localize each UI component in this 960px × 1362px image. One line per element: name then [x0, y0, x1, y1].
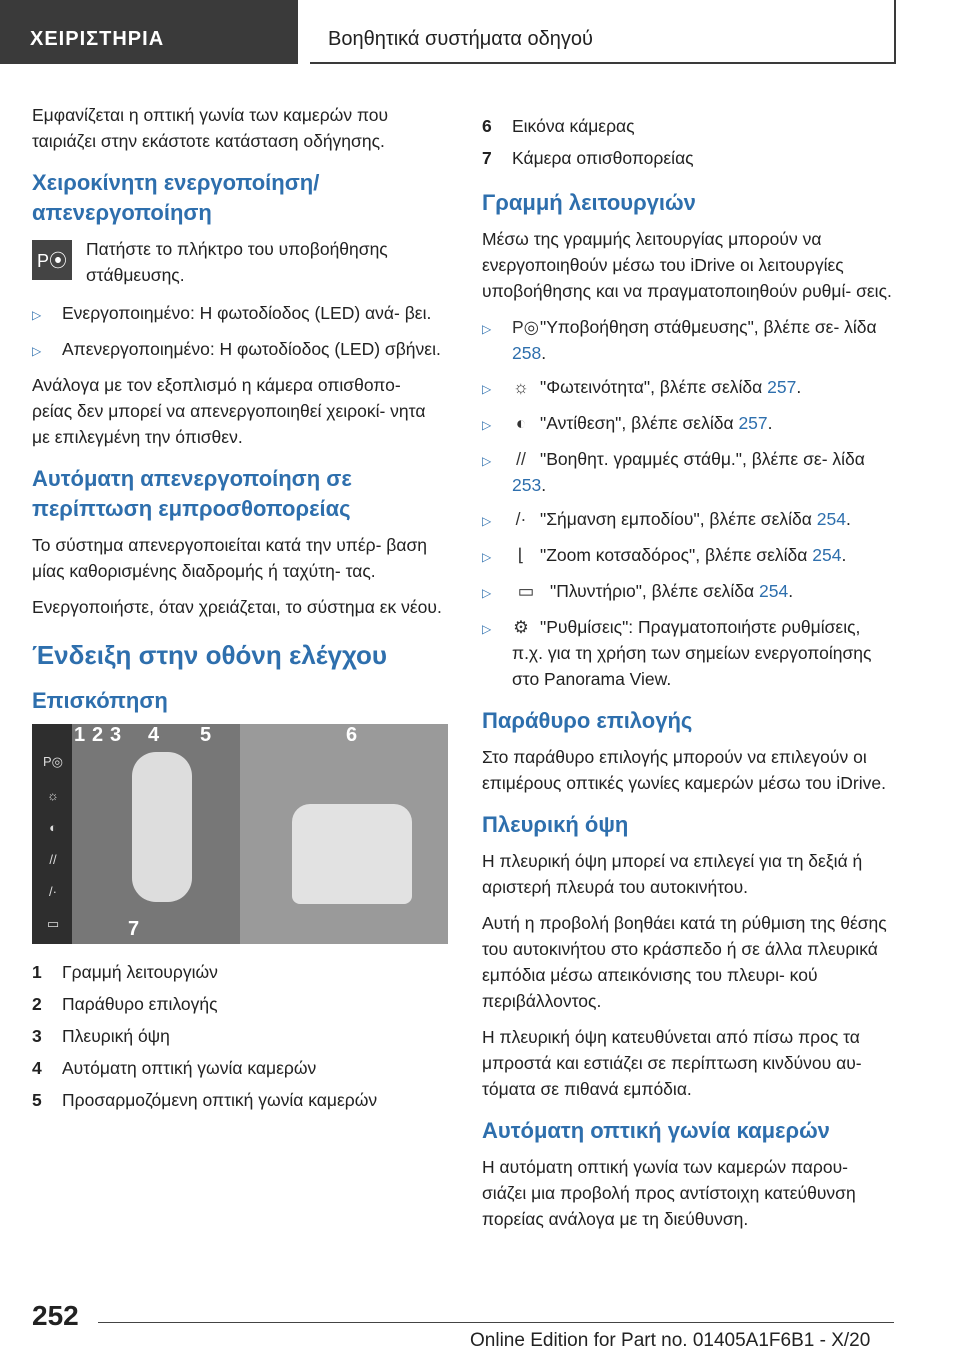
contrast-icon: ◐ [49, 820, 57, 835]
header-chapter: Βοηθητικά συστήματα οδηγού [310, 0, 896, 64]
bullet-text: "Πλυντήριο", βλέπε σελίδα [550, 581, 759, 601]
legend-text: Αυτόματη οπτική γωνία καμερών [62, 1058, 317, 1078]
legend-text: Προσαρμοζόμενη οπτική γωνία καμερών [62, 1090, 378, 1110]
parking-assist-icon: P◎ [512, 317, 539, 337]
legend-item [32, 1084, 442, 1116]
rear-camera-paragraph: Ανάλογα με τον εξοπλισμό η κάμερα οπισθοπο- ρείας δεν μπορεί να απενεργοποιηθεί χειροκί- νητα με επιλεγμένη την όπισθεν. [32, 375, 426, 447]
triangle-bullet-icon: ▷ [32, 344, 42, 358]
list-item [482, 578, 894, 606]
left-column [32, 102, 442, 1126]
footer-divider [98, 1322, 894, 1323]
heading-selection-window: Παράθυρο επιλογής [482, 708, 693, 733]
figure-legend [32, 956, 442, 1116]
bullet-end: . [845, 509, 851, 529]
legend-item [482, 142, 894, 174]
bullet-end: . [796, 377, 802, 397]
car-wash-icon: ▭ [46, 916, 60, 931]
legend-item [32, 1052, 442, 1084]
obstacle-marking-icon: /· [515, 509, 527, 529]
triangle-bullet-icon: ▷ [482, 550, 492, 564]
page-link[interactable]: 257 [738, 413, 768, 433]
triangle-bullet-icon: ▷ [482, 418, 492, 432]
car-top-view [132, 752, 192, 902]
auto-off-paragraph-1: Το σύστημα απενεργοποιείται κατά την υπέρ- βαση μίας καθορισμένης διαδρομής ή ταχύτη- τας. [32, 535, 428, 581]
bullet-end: . [541, 475, 547, 495]
legend-number: 4 [32, 1058, 42, 1078]
bullet-text: "Φωτεινότητα", βλέπε σελίδα [540, 377, 768, 397]
legend-number: 6 [482, 116, 492, 136]
bullet-end: . [767, 413, 773, 433]
legend-item [32, 956, 442, 988]
heading-auto-off: Αυτόματη απενεργοποίηση σε περίπτωση εμπροσθοπορείας [32, 466, 352, 521]
figure-label: 4 [148, 724, 160, 746]
legend-number: 3 [32, 1026, 42, 1046]
heading-function-bar: Γραμμή λειτουργιών [482, 190, 696, 215]
auto-off-paragraph-2: Ενεργοποιήστε, όταν χρειάζεται, το σύστημα εκ νέου. [32, 597, 442, 617]
legend-text: Παράθυρο επιλογής [62, 994, 218, 1014]
figure-label: 5 [200, 724, 212, 746]
legend-text: Εικόνα κάμερας [512, 116, 635, 136]
figure-label: 7 [128, 918, 140, 940]
intro-paragraph: Εμφανίζεται η οπτική γωνία των καμερών που ταιριάζει στην εκάστοτε κατάσταση οδήγησης. [32, 105, 389, 151]
legend-item [32, 1020, 442, 1052]
legend-text: Γραμμή λειτουργιών [62, 962, 218, 982]
figure-label: 3 [110, 724, 122, 746]
triangle-bullet-icon: ▷ [482, 586, 492, 600]
list-item [32, 336, 442, 364]
footer-edition: Online Edition for Part no. 01405A1F6B1 - X/20 [470, 1330, 871, 1351]
header-section: ΧΕΙΡΙΣΤΗΡΙΑ [0, 0, 298, 64]
triangle-bullet-icon: ▷ [32, 308, 42, 322]
selection-paragraph: Στο παράθυρο επιλογής μπορούν να επιλεγούν οι επιμέρους οπτικές γωνίες καμερών μέσω του iDrive. [482, 747, 886, 793]
legend-number: 1 [32, 962, 42, 982]
side-view-paragraph-2: Αυτή η προβολή βοηθάει κατά τη ρύθμιση της θέσης του αυτοκινήτου στο κράσπεδο ή σε άλλα πλευρικά εμπόδια μέσω απεικόνισης του πλευρι- κού περιβάλλοντος. [482, 913, 887, 1011]
contrast-icon: ◐ [515, 413, 527, 433]
figure-label: 1 [74, 724, 86, 746]
page-link[interactable]: 254 [812, 545, 842, 565]
list-item [482, 506, 894, 534]
zoom-hitch-icon: ⌊ [517, 545, 525, 565]
bullet-text: "Σήμανση εμποδίου", βλέπε σελίδα [540, 509, 817, 529]
brightness-icon: ☼ [512, 377, 530, 397]
settings-icon: ⚙ [513, 617, 529, 637]
parking-lines-icon: // [516, 449, 526, 469]
triangle-bullet-icon: ▷ [482, 382, 492, 396]
heading-overview: Επισκόπηση [32, 688, 168, 713]
brightness-icon: ☼ [47, 788, 59, 803]
list-item [482, 614, 894, 692]
auto-view-paragraph: Η αυτόματη οπτική γωνία των καμερών παρου- σιάζει μια προβολή προς αντίστοιχη κατεύθυνση πορείας ανάλογα με τη διεύθυνση. [482, 1157, 856, 1229]
side-view-paragraph-1: Η πλευρική όψη μπορεί να επιλεγεί για τη δεξιά ή αριστερή πλευρά του αυτοκινήτου. [482, 851, 863, 897]
figure-label: 6 [346, 724, 358, 746]
side-view-paragraph-3: Η πλευρική όψη κατευθύνεται από πίσω προς τα μπροστά και εστιάζει σε περίπτωση κινδύνου αυ- τόματα σε πιθανά εμπόδια. [482, 1027, 862, 1099]
legend-text: Κάμερα οπισθοπορείας [512, 148, 694, 168]
legend-number: 5 [32, 1090, 42, 1110]
bullet-text: Απενεργοποιημένο: Η φωτοδίοδος (LED) σβήνει. [62, 339, 441, 359]
note-block [32, 236, 442, 288]
car-wash-icon: ▭ [517, 581, 535, 601]
car-rear-view [292, 804, 412, 904]
function-bar-paragraph: Μέσω της γραμμής λειτουργίας μπορούν να ενεργοποιηθούν μέσω του iDrive οι λειτουργίες υποβοήθησης και να πραγματοποιηθούν ρυθμί- σεις. [482, 229, 892, 301]
triangle-bullet-icon: ▷ [482, 322, 492, 336]
page-link[interactable]: 254 [816, 509, 846, 529]
bullet-text: "Zoom κοτσαδόρος", βλέπε σελίδα [540, 545, 813, 565]
list-item [482, 446, 894, 498]
legend-item [32, 988, 442, 1020]
page-link[interactable]: 257 [767, 377, 797, 397]
bullet-text: "Υποβοήθηση στάθμευσης", βλέπε σε- λίδα [540, 317, 877, 337]
triangle-bullet-icon: ▷ [482, 454, 492, 468]
list-item [482, 314, 894, 366]
bullet-end: . [841, 545, 847, 565]
legend-number: 2 [32, 994, 42, 1014]
bullet-text: "Αντίθεση", βλέπε σελίδα [540, 413, 739, 433]
legend-text: Πλευρική όψη [62, 1026, 170, 1046]
camera-display-figure [32, 724, 448, 944]
heading-manual: Χειροκίνητη ενεργοποίηση/ απενεργοποίηση [32, 170, 320, 225]
bullet-end: . [541, 343, 547, 363]
parking-assist-icon: P◎ [42, 754, 63, 769]
list-item [482, 410, 894, 438]
parking-lines-icon: // [49, 852, 57, 867]
figure-label: 2 [92, 724, 104, 746]
page-number: 252 [32, 1300, 79, 1331]
list-item [482, 374, 894, 402]
heading-auto-view: Αυτόματη οπτική γωνία καμερών [482, 1118, 830, 1143]
triangle-bullet-icon: ▷ [482, 622, 492, 636]
bullet-end: . [788, 581, 794, 601]
bullet-text: "Ρυθμίσεις": Πραγματοποιήστε ρυθμίσεις, π.χ. για τη χρήση των σημείων ενεργοποίησης στο Panorama View. [512, 617, 872, 689]
page-link[interactable]: 258 [512, 343, 542, 363]
list-item [482, 542, 894, 570]
triangle-bullet-icon: ▷ [482, 514, 492, 528]
legend-number: 7 [482, 148, 492, 168]
bullet-text: Ενεργοποιημένο: Η φωτοδίοδος (LED) ανά- βει. [62, 303, 432, 323]
figure-legend-continued [482, 110, 894, 174]
bullet-text: "Βοηθητ. γραμμές στάθμ.", βλέπε σε- λίδα [540, 449, 865, 469]
legend-item [482, 110, 894, 142]
right-column [482, 110, 894, 1242]
page-link[interactable]: 254 [758, 581, 789, 601]
note-text: Πατήστε το πλήκτρο του υποβοήθησης στάθμευσης. [86, 239, 388, 285]
parking-button-icon: P⦿ [32, 240, 72, 280]
page-link[interactable]: 253 [512, 475, 542, 495]
heading-display: Ένδειξη στην οθόνη ελέγχου [32, 640, 388, 670]
heading-side-view: Πλευρική όψη [482, 812, 629, 837]
list-item [32, 300, 442, 328]
obstacle-marking-icon: /· [49, 884, 57, 899]
